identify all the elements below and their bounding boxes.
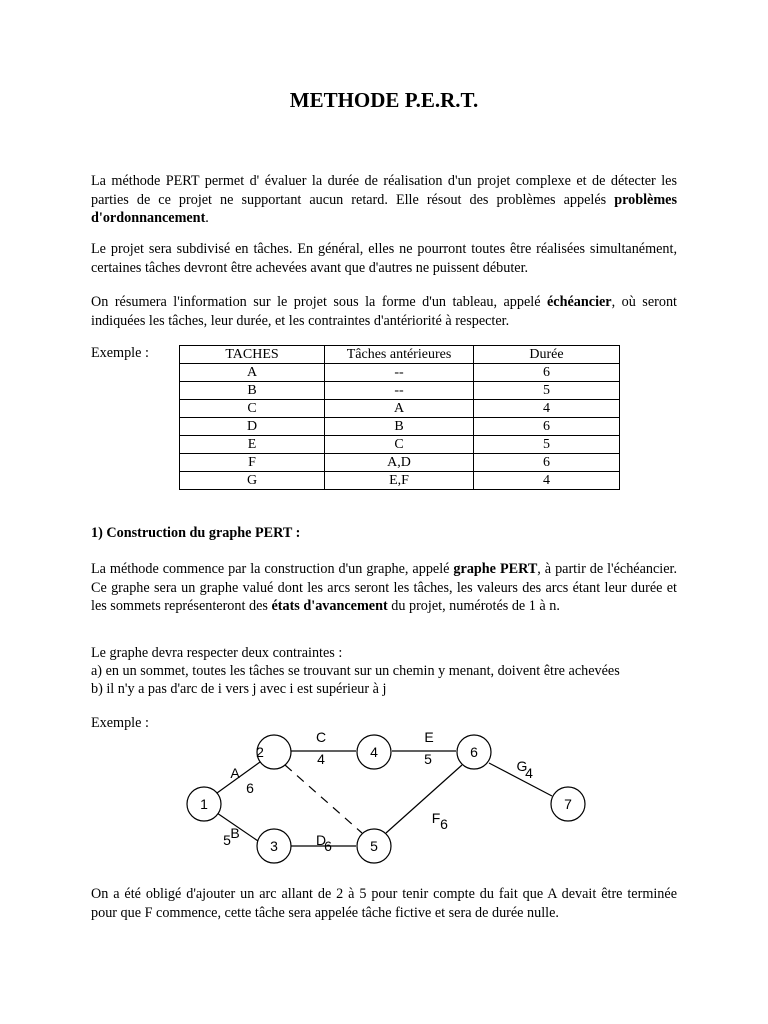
example-label: Exemple :: [91, 345, 149, 361]
table-cell: 4: [474, 400, 620, 418]
intro-p3-bold: échéancier: [547, 294, 612, 310]
table-row: [180, 400, 620, 418]
arc-1-3-duration: 5: [223, 832, 231, 848]
pert-graph: [170, 725, 610, 870]
table-cell: E: [180, 436, 325, 454]
table-row: [180, 454, 620, 472]
table-cell: 5: [474, 436, 620, 454]
arc-5-6-duration: 6: [440, 816, 448, 832]
section-p1-end: du projet, numérotés de 1 à n.: [387, 598, 560, 614]
intro-p1-text: La méthode PERT permet d' évaluer la durée de réalisation d'un projet complexe et de détecter les parties de ce projet ne supportant aucun retard. Elle résout des problèmes appelés: [91, 173, 677, 208]
arc-1-2-task: A: [230, 765, 240, 781]
arc-4-6-task: E: [424, 729, 434, 745]
table-cell: 6: [474, 454, 620, 472]
arc-1-2-duration: 6: [246, 780, 254, 796]
table-cell: A,D: [325, 454, 474, 472]
table-cell: C: [180, 400, 325, 418]
node-2-label: 2: [256, 744, 264, 760]
intro-p1-bold: problèmes d'ordonnancement: [91, 191, 677, 226]
section-paragraph-1: [91, 560, 677, 616]
table-cell: G: [180, 472, 325, 490]
intro-paragraph-1: [91, 172, 677, 228]
table-cell: --: [325, 364, 474, 382]
table-header-cell: Tâches antérieures: [325, 346, 474, 364]
schedule-table: [179, 345, 620, 490]
table-cell: 4: [474, 472, 620, 490]
node-4-label: 4: [370, 744, 378, 760]
arc-3-5-duration: 6: [324, 838, 332, 854]
node-6-label: 6: [470, 744, 478, 760]
intro-paragraph-2: Le projet sera subdivisé en tâches. En général, elles ne pourront toutes être réalisées simultanément, certaines tâches devront être achevées avant que d'autres ne puissent débuter.: [91, 241, 677, 276]
page-title: METHODE P.E.R.T.: [289, 88, 479, 112]
arc-2-5-fictive: [285, 765, 362, 833]
section-p1-bold-states: états d'avancement: [271, 598, 388, 614]
node-5-label: 5: [370, 838, 378, 854]
intro-p3-text: On résumera l'information sur le projet sous la forme d'un tableau, appelé: [91, 294, 547, 310]
node-1-label: 1: [200, 796, 208, 812]
table-cell: A: [180, 364, 325, 382]
constraint-a: a) en un sommet, toutes les tâches se trouvant sur un chemin y menant, doivent être achevées: [91, 663, 620, 679]
section-p1-bold-graph: graphe PERT: [453, 561, 538, 577]
arc-5-6: [386, 765, 462, 833]
arc-4-6-duration: 5: [424, 751, 432, 767]
arc-1-3-task: B: [230, 825, 240, 841]
table-row: [180, 418, 620, 436]
table-row: [180, 364, 620, 382]
arc-5-6-task: F: [431, 810, 441, 826]
table-header-cell: TACHES: [180, 346, 325, 364]
intro-paragraph-3: [91, 293, 677, 330]
table-cell: --: [325, 382, 474, 400]
table-cell: 6: [474, 418, 620, 436]
arc-6-7-duration: 4: [525, 765, 533, 781]
table-cell: B: [180, 382, 325, 400]
table-cell: A: [325, 400, 474, 418]
section-heading: 1) Construction du graphe PERT :: [91, 525, 301, 541]
table-cell: 5: [474, 382, 620, 400]
graph-example-label: Exemple :: [91, 715, 149, 731]
section-p1-mid: , à partir de l'échéancier. Ce graphe sera un graphe valué dont les arcs seront les tâches, les valeurs des arcs étant leur durée et les sommets représenteront des: [91, 561, 678, 614]
section-p1-text: La méthode commence par la construction d'un graphe, appelé: [91, 561, 454, 577]
table-cell: C: [325, 436, 474, 454]
table-row: [180, 436, 620, 454]
node-3-label: 3: [270, 838, 278, 854]
intro-p1-end: .: [205, 210, 209, 226]
arc-2-4-duration: 4: [317, 751, 325, 767]
table-row: [180, 472, 620, 490]
arc-2-4-task: C: [315, 729, 327, 745]
constraints-intro: Le graphe devra respecter deux contraintes :: [91, 645, 343, 661]
table-cell: E,F: [325, 472, 474, 490]
table-cell: B: [325, 418, 474, 436]
table-header-cell: Durée: [474, 346, 620, 364]
intro-p3-end: , où seront indiquées les tâches, leur durée, et les contraintes d'antériorité à respecter.: [91, 294, 677, 329]
arc-6-7-task: G: [516, 758, 528, 774]
table-cell: F: [180, 454, 325, 472]
table-cell: 6: [474, 364, 620, 382]
table-header-row: [180, 346, 620, 364]
constraint-b: b) il n'y a pas d'arc de i vers j avec i est supérieur à j: [91, 681, 387, 697]
node-7-label: 7: [564, 796, 572, 812]
arc-3-5-task: D: [315, 832, 327, 848]
table-cell: D: [180, 418, 325, 436]
conclusion-paragraph: On a été obligé d'ajouter un arc allant de 2 à 5 pour tenir compte du fait que A devait être terminée pour que F commence, cette tâche sera appelée tâche fictive et sera de durée nulle.: [91, 886, 677, 921]
table-row: [180, 382, 620, 400]
